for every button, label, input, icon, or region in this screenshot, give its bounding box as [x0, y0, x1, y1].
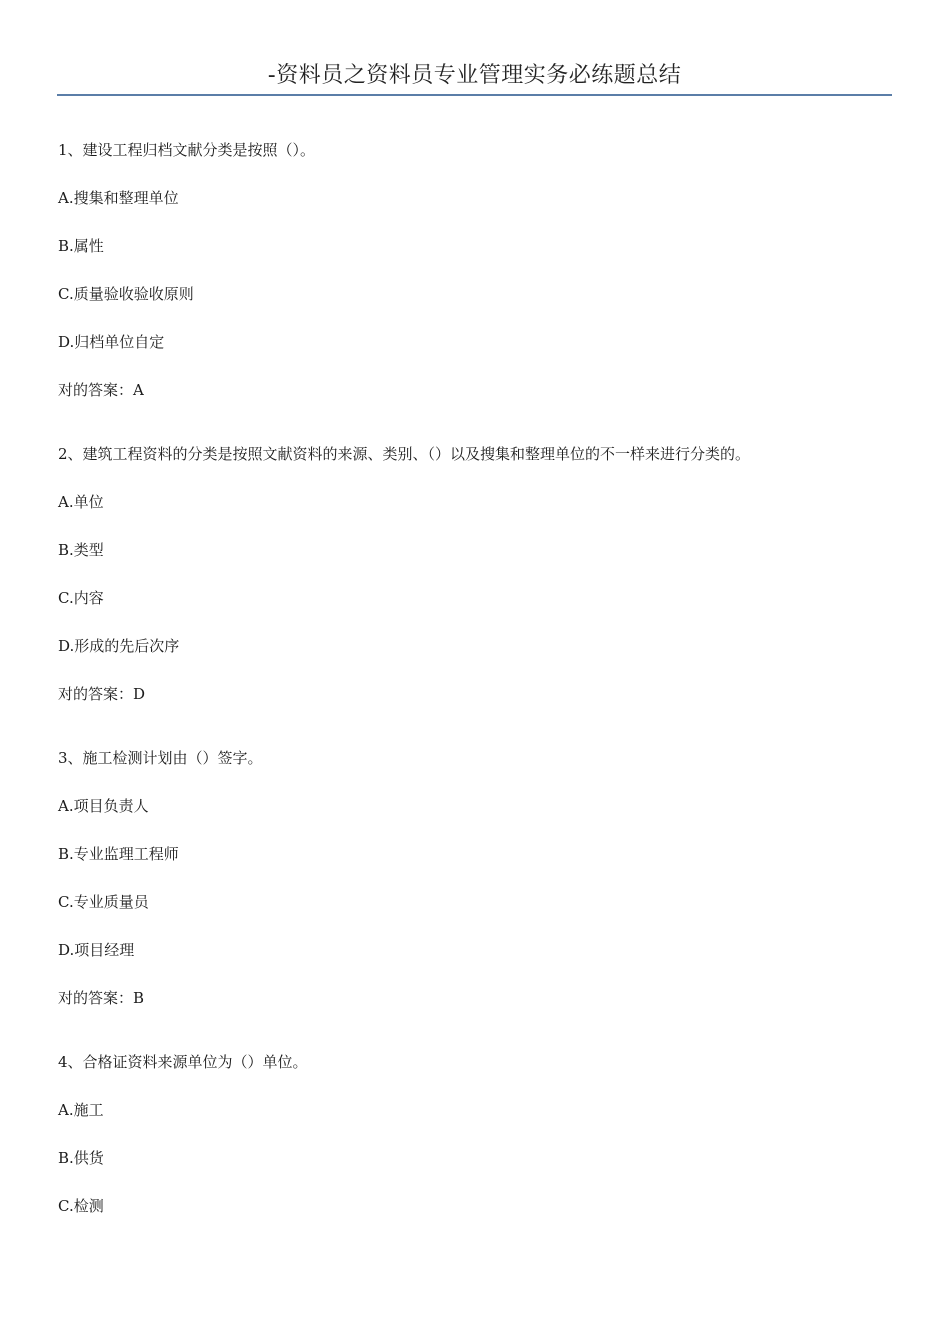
answer: 对的答案：A: [58, 381, 144, 399]
option-b: B.专业监理工程师: [58, 845, 179, 863]
page-title: -资料员之资料员专业管理实务必练题总结: [267, 63, 682, 88]
option-d: D.项目经理: [58, 941, 135, 959]
option-b: B.类型: [58, 541, 104, 559]
option-b: B.供货: [58, 1149, 104, 1167]
question-stem: 3、施工检测计划由（）签字。: [58, 749, 263, 767]
option-d: D.形成的先后次序: [58, 637, 180, 655]
question-1: [58, 138, 898, 402]
option-b: B.属性: [58, 237, 104, 255]
option-c: C.检测: [58, 1197, 104, 1215]
question-stem: 2、建筑工程资料的分类是按照文献资料的来源、类别、（）以及搜集和整理单位的不一样来进行分类的。: [58, 445, 751, 463]
page-header: [57, 52, 892, 96]
question-list: [58, 138, 898, 1242]
question-stem: 4、合格证资料来源单位为（）单位。: [58, 1053, 308, 1071]
answer: 对的答案：D: [58, 685, 146, 703]
question-stem: 1、建设工程归档文献分类是按照（）。: [58, 141, 316, 159]
option-a: A.搜集和整理单位: [58, 189, 179, 207]
answer: 对的答案：B: [58, 989, 145, 1007]
option-c: C.专业质量员: [58, 893, 149, 911]
option-a: A.施工: [58, 1101, 104, 1119]
question-2: [58, 442, 898, 706]
question-4: [58, 1050, 898, 1218]
option-c: C.质量验收验收原则: [58, 285, 194, 303]
question-3: [58, 746, 898, 1010]
option-a: A.单位: [58, 493, 104, 511]
option-a: A.项目负责人: [58, 797, 149, 815]
option-c: C.内容: [58, 589, 104, 607]
option-d: D.归档单位自定: [58, 333, 165, 351]
